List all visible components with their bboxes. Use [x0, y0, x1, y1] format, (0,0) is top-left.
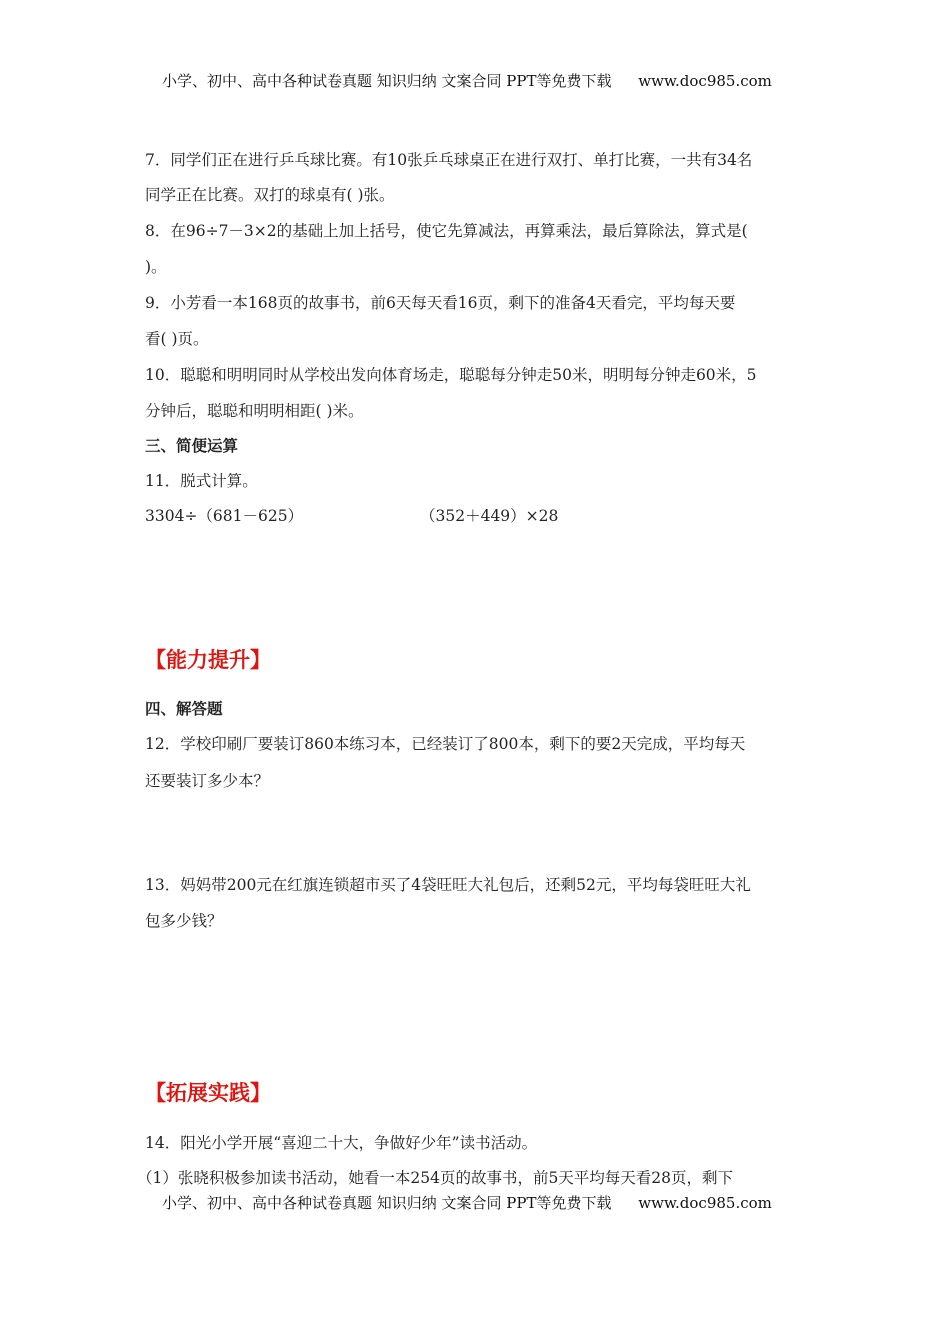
section-4-heading: 四、解答题	[145, 700, 223, 718]
question-10-line-1: 10．聪聪和明明同时从学校出发向体育场走，聪聪每分钟走50米，明明每分钟走60米，5	[145, 366, 757, 384]
calculation-2: （352＋449）×28	[420, 507, 559, 525]
question-7-line-2: 同学正在比赛。双打的球桌有( )张。	[145, 186, 395, 204]
question-11: 11．脱式计算。	[145, 472, 258, 490]
page-footer	[162, 1192, 772, 1213]
calculation-1: 3304÷（681－625）	[145, 507, 304, 525]
question-13-line-1: 13．妈妈带200元在红旗连锁超市买了4袋旺旺大礼包后，还剩52元，平均每袋旺旺大礼	[145, 876, 751, 894]
question-10-line-2: 分钟后，聪聪和明明相距( )米。	[145, 402, 364, 420]
question-7-line-1: 7．同学们正在进行乒乓球比赛。有10张乒乓球桌正在进行双打、单打比赛，一共有34名	[145, 151, 753, 169]
question-9-line-1: 9．小芳看一本168页的故事书，前6天每天看16页，剩下的准备4天看完，平均每天要	[145, 294, 736, 312]
footer-text: 小学、初中、高中各种试卷真题 知识归纳 文案合同 PPT等免费下载	[162, 1194, 612, 1212]
section-3-heading: 三、简便运算	[145, 437, 239, 455]
question-12-line-2: 还要装订多少本？	[145, 772, 270, 790]
question-13-line-2: 包多少钱？	[145, 912, 223, 930]
question-12-line-1: 12．学校印刷厂要装订860本练习本，已经装订了800本，剩下的要2天完成，平均每天	[145, 735, 746, 753]
header-text: 小学、初中、高中各种试卷真题 知识归纳 文案合同 PPT等免费下载	[162, 72, 612, 90]
question-14: 14．阳光小学开展“喜迎二十大，争做好少年”读书活动。	[145, 1134, 538, 1152]
expand-heading: 【拓展实践】	[145, 1081, 271, 1105]
question-14-part-1: （1）张晓积极参加读书活动，她看一本254页的故事书，前5天平均每天看28页，剩下	[137, 1169, 734, 1187]
ability-heading: 【能力提升】	[145, 648, 271, 672]
header-url: www.doc985.com	[638, 72, 772, 90]
question-8-line-2: )。	[145, 258, 167, 276]
question-8-line-1: 8．在96÷7－3×2的基础上加上括号，使它先算减法，再算乘法，最后算除法，算式是(	[145, 222, 748, 240]
question-9-line-2: 看( )页。	[145, 330, 209, 348]
page-header	[162, 70, 772, 91]
footer-url: www.doc985.com	[638, 1194, 772, 1212]
